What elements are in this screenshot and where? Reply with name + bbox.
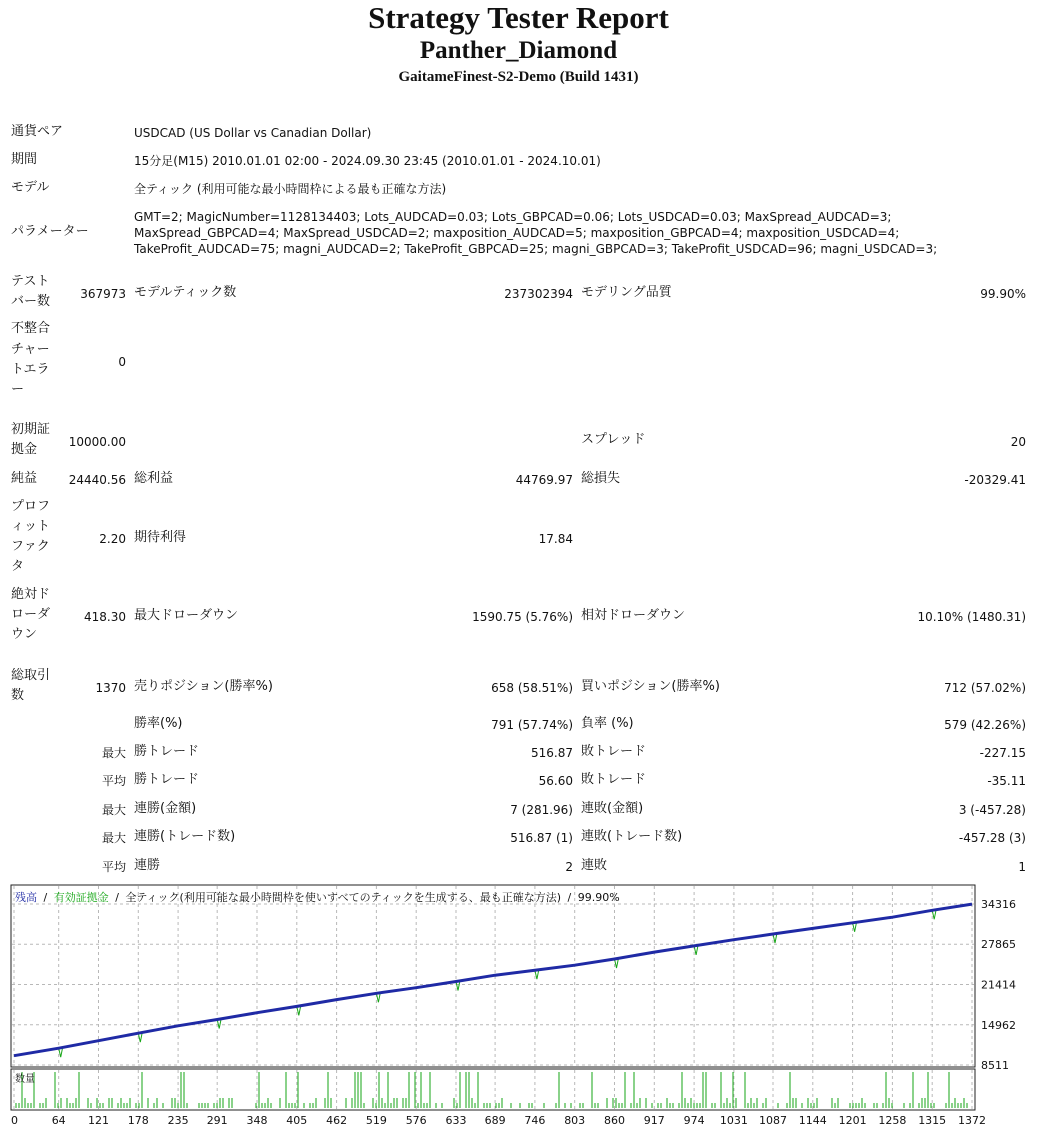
pf-label-4: タ bbox=[11, 559, 25, 574]
x-tick-label-19: 1087 bbox=[758, 1114, 787, 1127]
legend-sep-1: / bbox=[43, 891, 48, 904]
max-consec-win-money-label: 連勝(金額) bbox=[134, 801, 197, 816]
max-dd-label: 最大ドローダウン bbox=[134, 608, 239, 623]
legend-balance: 残高 bbox=[15, 891, 37, 904]
mismatch-label-3: トエラ bbox=[11, 362, 50, 377]
pair-value: USDCAD (US Dollar vs Canadian Dollar) bbox=[134, 126, 372, 140]
ticks-value: 237302394 bbox=[504, 287, 573, 301]
params-line-1: GMT=2; MagicNumber=1128134403; Lots_AUDCAD=0.03; Lots_GBPCAD=0.06; Lots_USDCAD=0.03; MaxSpread_AUDCAD=3; bbox=[134, 210, 892, 224]
x-tick-label-21: 1201 bbox=[838, 1114, 867, 1127]
abs-dd-label-3: ウン bbox=[11, 627, 38, 642]
avg-loss-label: 敗トレード bbox=[581, 772, 647, 787]
x-tick-label-9: 519 bbox=[365, 1114, 387, 1127]
avg-loss-value: -35.11 bbox=[987, 774, 1026, 788]
gross-profit-value: 44769.97 bbox=[515, 473, 573, 487]
deposit-value: 10000.00 bbox=[68, 435, 126, 449]
spread-value: 20 bbox=[1010, 435, 1026, 449]
gross-loss-label: 総損失 bbox=[581, 471, 621, 486]
mismatch-label-4: ー bbox=[11, 382, 25, 397]
gross-profit-label: 総利益 bbox=[134, 471, 174, 486]
legend-sep-2: / bbox=[115, 891, 119, 904]
short-value: 658 (58.51%) bbox=[491, 681, 573, 695]
avg-consec-loss-label: 連敗 bbox=[581, 858, 608, 873]
max-consec-loss-money-label: 連敗(金額) bbox=[581, 801, 644, 816]
largest-win-value: 516.87 bbox=[531, 746, 573, 760]
expected-value: 17.84 bbox=[538, 532, 573, 546]
report-title: Strategy Tester Report bbox=[368, 0, 669, 35]
x-tick-label-4: 235 bbox=[167, 1114, 189, 1127]
short-label: 売りポジション(勝率%) bbox=[134, 679, 273, 694]
loss-rate-value: 579 (42.26%) bbox=[944, 718, 1026, 732]
max-consec-loss-count-label: 連敗(トレード数) bbox=[581, 829, 683, 844]
win-rate-value: 791 (57.74%) bbox=[491, 718, 573, 732]
volume-plot-frame bbox=[11, 1069, 975, 1110]
params-label: パラメーター bbox=[11, 224, 89, 239]
legend-model: 全ティック(利用可能な最小時間枠を使いすべてのティックを生成する、最も正確な方法) bbox=[125, 891, 562, 904]
net-value: 24440.56 bbox=[68, 473, 126, 487]
max-consec-win-count-value: 516.87 (1) bbox=[510, 831, 573, 845]
max-dd-value: 1590.75 (5.76%) bbox=[472, 610, 573, 624]
largest-prefix: 最大 bbox=[101, 746, 126, 760]
x-tick-label-6: 348 bbox=[246, 1114, 268, 1127]
long-label: 買いポジション(勝率%) bbox=[581, 679, 720, 694]
trades-value: 1370 bbox=[95, 681, 126, 695]
avg-consec-prefix: 平均 bbox=[101, 860, 126, 874]
volume-label: 数量 bbox=[15, 1074, 35, 1085]
bars-value: 367973 bbox=[80, 287, 126, 301]
avg-consec-loss-value: 1 bbox=[1018, 860, 1026, 874]
x-tick-label-14: 803 bbox=[564, 1114, 586, 1127]
max-consec-win-money-value: 7 (281.96) bbox=[510, 803, 573, 817]
x-tick-label-7: 405 bbox=[286, 1114, 308, 1127]
gross-loss-value: -20329.41 bbox=[964, 473, 1026, 487]
abs-dd-label-1: 絶対ド bbox=[11, 587, 51, 602]
bars-label-2: バー数 bbox=[11, 294, 51, 309]
x-tick-label-18: 1031 bbox=[719, 1114, 748, 1127]
avg-win-label: 勝トレード bbox=[134, 772, 200, 787]
pair-label: 通貨ペア bbox=[11, 124, 64, 139]
x-tick-label-5: 291 bbox=[206, 1114, 228, 1127]
x-tick-label-2: 121 bbox=[87, 1114, 109, 1127]
deposit-label-2: 拠金 bbox=[11, 442, 38, 457]
y-tick-label-2: 21414 bbox=[981, 978, 1016, 992]
avg-consec-win-label: 連勝 bbox=[134, 858, 161, 873]
mismatch-label-1: 不整合 bbox=[11, 321, 51, 336]
abs-dd-label-2: ローダ bbox=[11, 607, 51, 622]
quality-value: 99.90% bbox=[980, 287, 1026, 301]
mismatch-label-2: チャー bbox=[11, 342, 50, 357]
period-value: 15分足(M15) 2010.01.01 02:00 - 2024.09.30 23:45 (2010.01.01 - 2024.10.01) bbox=[134, 154, 601, 168]
x-tick-label-13: 746 bbox=[524, 1114, 546, 1127]
avg-win-value: 56.60 bbox=[538, 774, 573, 788]
pf-value: 2.20 bbox=[99, 532, 126, 546]
params-line-3: TakeProfit_AUDCAD=75; magni_AUDCAD=2; TakeProfit_GBPCAD=25; magni_GBPCAD=3; TakeProfit_USDCAD=96; magni_USDCAD=3; bbox=[134, 242, 938, 256]
x-tick-label-20: 1144 bbox=[798, 1114, 827, 1127]
x-tick-label-12: 689 bbox=[484, 1114, 506, 1127]
trades-label-2: 数 bbox=[11, 688, 25, 703]
server-build: GaitameFinest-S2-Demo (Build 1431) bbox=[398, 69, 639, 85]
legend-sep-3: / bbox=[567, 891, 572, 904]
avg-consec-win-value: 2 bbox=[565, 860, 573, 874]
deposit-label-1: 初期証 bbox=[11, 422, 51, 437]
y-tick-label-4: 8511 bbox=[981, 1059, 1009, 1072]
x-tick-label-3: 178 bbox=[127, 1114, 149, 1127]
svg-text:残高 / 有効証拠金 / 全 bbox=[15, 890, 620, 904]
pf-label-2: ィット bbox=[11, 519, 51, 534]
x-tick-label-17: 974 bbox=[683, 1114, 705, 1127]
y-tick-label-3: 14962 bbox=[981, 1018, 1016, 1032]
params-line-2: MaxSpread_GBPCAD=4; MaxSpread_USDCAD=2; maxposition_AUDCAD=5; maxposition_GBPCAD=4; maxposition_USDCAD=4; bbox=[134, 226, 900, 240]
max-consec-prefix-2: 最大 bbox=[101, 831, 126, 845]
max-consec-win-count-label: 連勝(トレード数) bbox=[134, 829, 236, 844]
x-tick-label-24: 1372 bbox=[958, 1114, 986, 1127]
x-tick-label-8: 462 bbox=[326, 1114, 348, 1127]
rel-dd-value: 10.10% (1480.31) bbox=[917, 610, 1026, 624]
x-tick-label-0: 0 bbox=[11, 1114, 18, 1127]
max-consec-loss-money-value: 3 (-457.28) bbox=[958, 803, 1026, 817]
pf-label-1: プロフ bbox=[11, 499, 51, 514]
max-consec-prefix-1: 最大 bbox=[101, 803, 126, 817]
largest-win-label: 勝トレード bbox=[134, 744, 200, 759]
y-tick-label-1: 27865 bbox=[981, 938, 1016, 952]
x-tick-label-16: 917 bbox=[643, 1114, 665, 1127]
loss-rate-label: 負率 (%) bbox=[581, 716, 634, 731]
quality-label: モデリング品質 bbox=[581, 285, 672, 300]
expected-label: 期待利得 bbox=[134, 530, 187, 545]
max-consec-loss-count-value: -457.28 (3) bbox=[958, 831, 1026, 845]
period-label: 期間 bbox=[11, 152, 38, 167]
x-tick-label-1: 64 bbox=[51, 1114, 66, 1127]
model-value: 全ティック (利用可能な最小時間枠による最も正確な方法) bbox=[134, 182, 447, 196]
largest-loss-value: -227.15 bbox=[979, 746, 1026, 760]
ticks-label: モデルティック数 bbox=[134, 285, 237, 300]
y-tick-label-0: 34316 bbox=[981, 898, 1016, 911]
legend-quality: 99.90% bbox=[577, 891, 620, 904]
long-value: 712 (57.02%) bbox=[944, 681, 1026, 695]
largest-loss-label: 敗トレード bbox=[581, 744, 647, 759]
spread-label: スプレッド bbox=[581, 432, 646, 447]
x-tick-label-11: 633 bbox=[445, 1114, 467, 1127]
x-tick-label-15: 860 bbox=[603, 1114, 625, 1127]
rel-dd-label: 相対ドローダウン bbox=[581, 608, 686, 623]
model-label: モデル bbox=[11, 180, 50, 195]
ea-name: Panther_Diamond bbox=[419, 37, 618, 64]
mismatch-value: 0 bbox=[118, 355, 126, 369]
pf-label-3: ファク bbox=[11, 539, 50, 554]
win-rate-label: 勝率(%) bbox=[134, 716, 183, 731]
abs-dd-value: 418.30 bbox=[84, 610, 126, 624]
x-tick-label-23: 1315 bbox=[918, 1114, 947, 1127]
x-tick-label-22: 1258 bbox=[878, 1114, 907, 1127]
average-prefix: 平均 bbox=[101, 774, 126, 788]
net-label: 純益 bbox=[11, 471, 38, 486]
x-tick-label-10: 576 bbox=[405, 1114, 427, 1127]
legend-equity: 有効証拠金 bbox=[53, 891, 109, 904]
trades-label-1: 総取引 bbox=[11, 668, 51, 683]
bars-label-1: テスト bbox=[11, 274, 50, 289]
